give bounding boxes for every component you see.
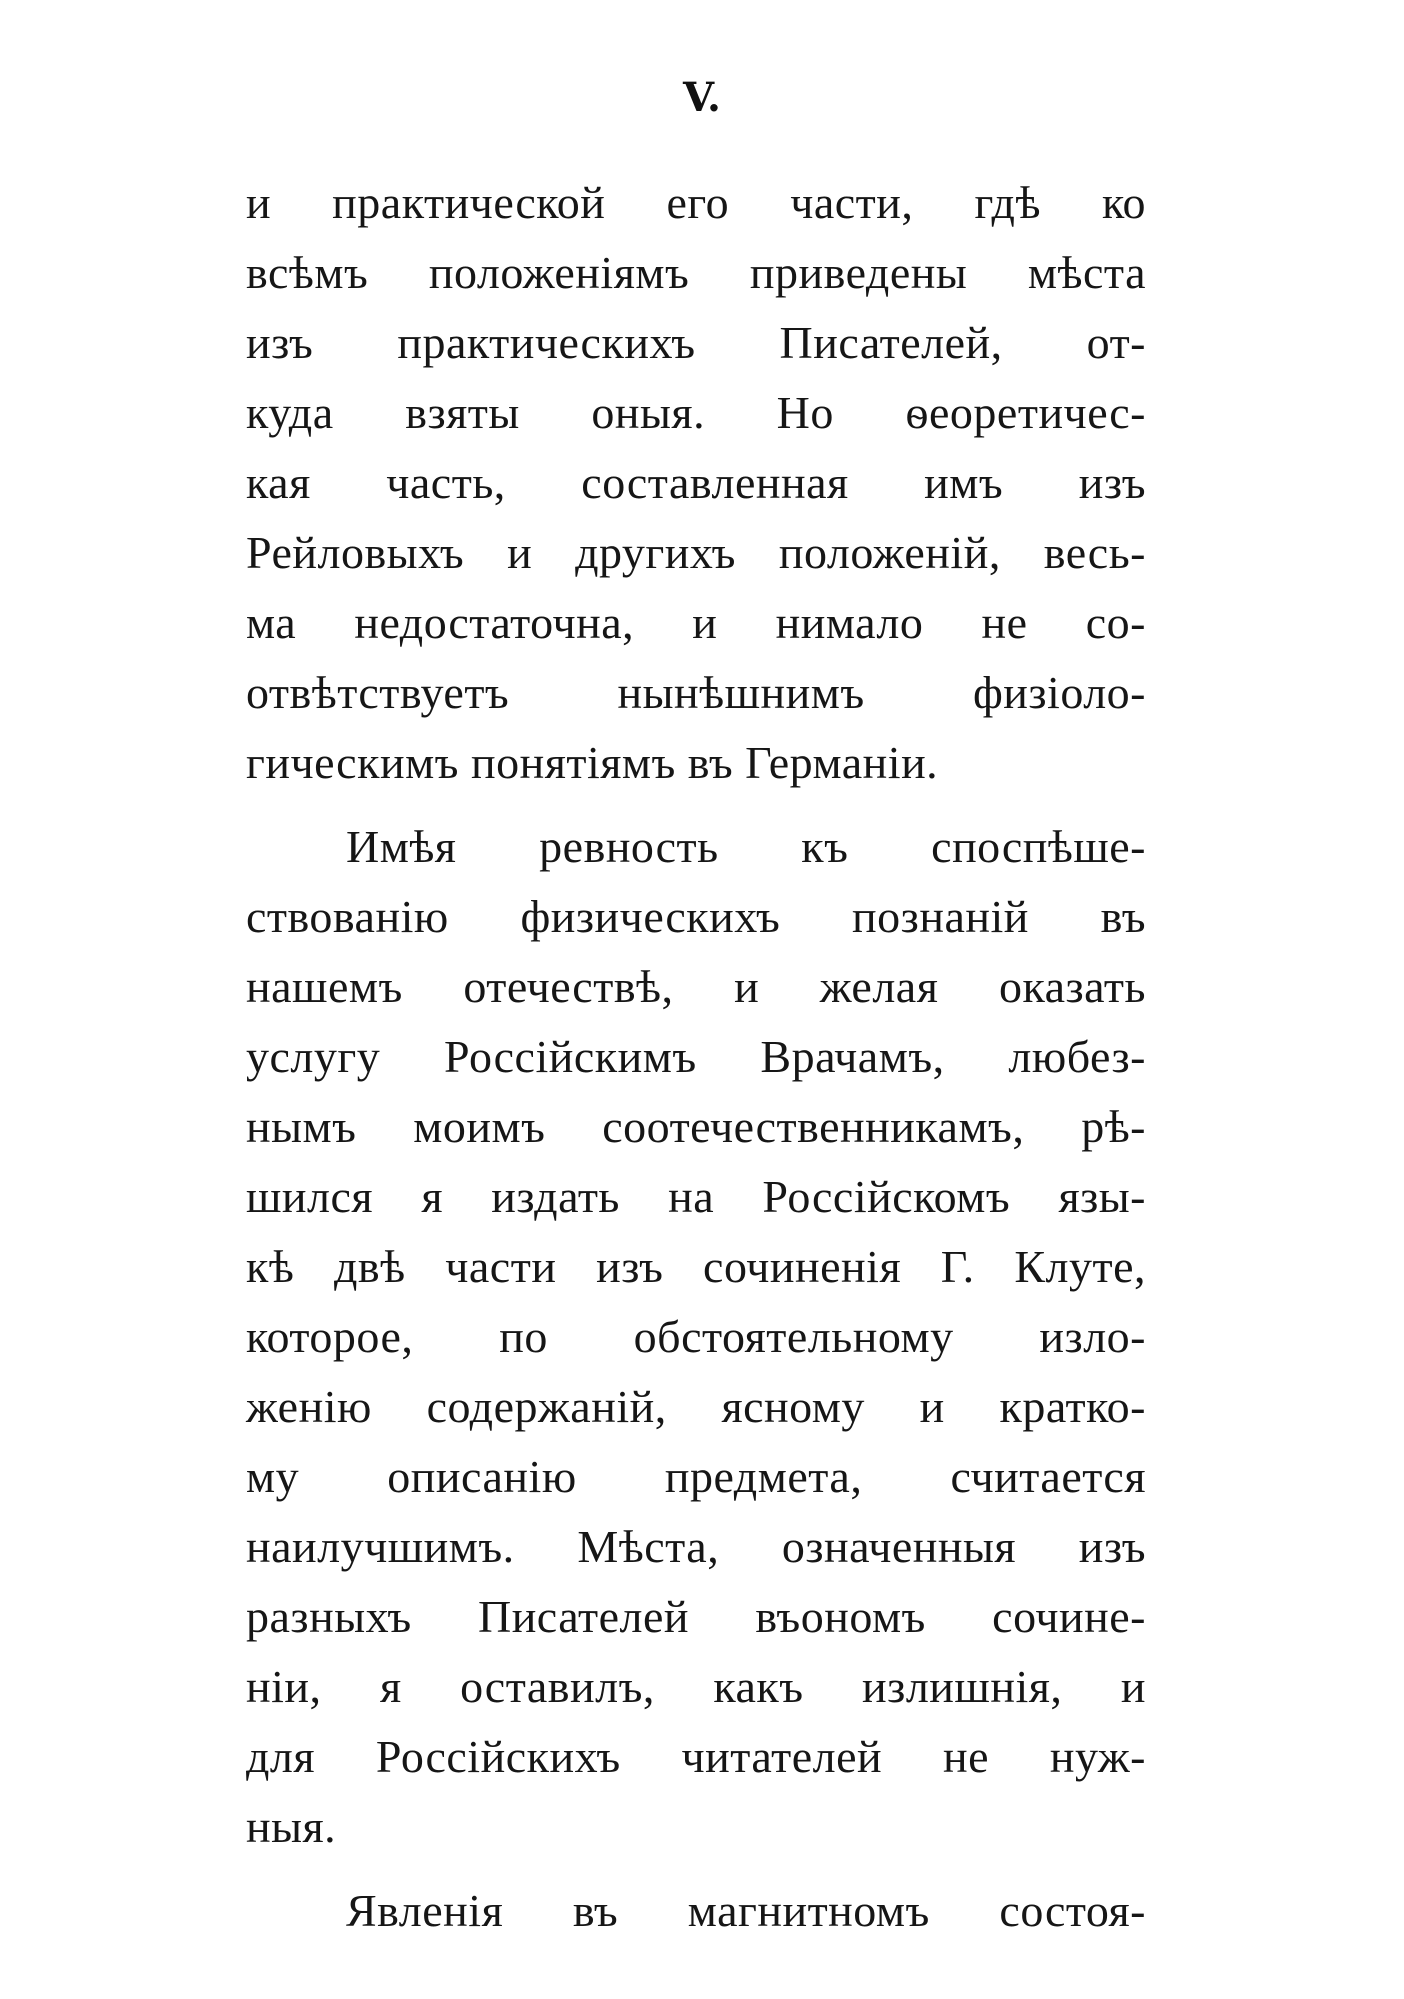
- text-line: му описанiю предмета, считается: [246, 1451, 1146, 1502]
- text-line: всѣмъ положенiямъ приведены мѣста: [246, 247, 1146, 298]
- paragraph: [246, 812, 1146, 1862]
- text-line: отвѣтствуетъ нынѣшнимъ физiоло-: [246, 667, 1146, 718]
- text-line: Явленiя въ магнитномъ состоя-: [346, 1885, 1146, 1936]
- text-line: нымъ моимъ соотечественникамъ, рѣ-: [246, 1101, 1146, 1152]
- text-line: разныхъ Писателей въономъ сочине-: [246, 1591, 1146, 1642]
- text-line: Рейловыхъ и другихъ положенiй, весь-: [246, 527, 1146, 578]
- paragraph: [246, 1876, 1146, 1946]
- text-line: нiи, я оставилъ, какъ излишнiя, и: [246, 1661, 1146, 1712]
- text-line: услугу Россiйскимъ Врачамъ, любез-: [246, 1031, 1146, 1082]
- text-line: Имѣя ревность къ споспѣше-: [346, 821, 1146, 872]
- text-line: и практической его части, гдѣ ко: [246, 177, 1146, 228]
- text-line: кая часть, составленная имъ изъ: [246, 457, 1146, 508]
- text-line: изъ практическихъ Писателей, от-: [246, 317, 1146, 368]
- text-line: наилучшимъ. Мѣста, означенныя изъ: [246, 1521, 1146, 1572]
- text-line: ныя.: [246, 1801, 337, 1852]
- text-line: гическимъ понятiямъ въ Германiи.: [246, 737, 939, 788]
- page-folio: V.: [683, 74, 721, 121]
- text-line: куда взяты оныя. Но ѳеоретичес-: [246, 387, 1146, 438]
- text-line: для Россiйскихъ читателей не нуж-: [246, 1731, 1146, 1782]
- text-line: ма недостаточна, и нимало не со-: [246, 597, 1146, 648]
- text-line: нашемъ отечествѣ, и желая оказать: [246, 961, 1146, 1012]
- body-text: [246, 168, 1146, 1946]
- text-line: женiю содержанiй, ясному и кратко-: [246, 1381, 1146, 1432]
- text-line: шился я издать на Россiйскомъ язы-: [246, 1171, 1146, 1222]
- text-line: ствованiю физическихъ познанiй въ: [246, 891, 1146, 942]
- text-line: кѣ двѣ части изъ сочиненiя Г. Клуте,: [246, 1241, 1146, 1292]
- text-line: которое, по обстоятельному изло-: [246, 1311, 1146, 1362]
- paragraph: [246, 168, 1146, 798]
